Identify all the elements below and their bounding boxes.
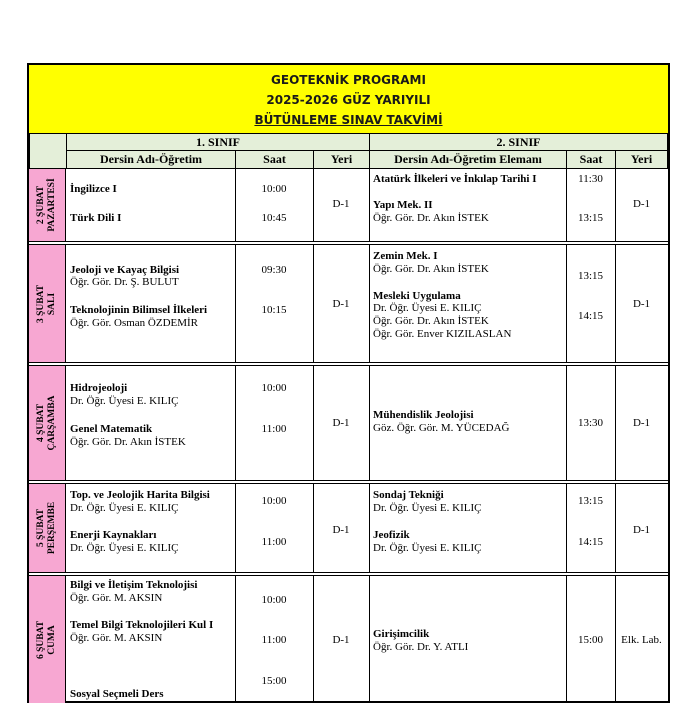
- day-row-friday: [29, 576, 668, 703]
- course-name: Atatürk İlkeleri ve İnkılap Tarihi I: [373, 173, 537, 185]
- exam-room: D-1: [332, 524, 350, 536]
- exam-time: 10:45: [261, 212, 287, 224]
- exam-time: 10:15: [261, 304, 287, 316]
- exam-room: Elk. Lab.: [621, 634, 662, 646]
- day-row-tuesday: [29, 245, 668, 366]
- instructor-name: Dr. Öğr. Üyesi E. KILIÇ: [373, 502, 482, 514]
- day-label-cell: [29, 169, 66, 241]
- course-name: Bilgi ve İletişim Teknolojisi: [70, 579, 198, 591]
- course-name: Girişimcilik: [373, 628, 430, 640]
- day-weekday: PAZARTESİ: [47, 178, 57, 232]
- day-date: 6 ŞUBAT: [36, 620, 46, 659]
- semester-title: 2025-2026 GÜZ YARIYILI: [266, 93, 431, 107]
- instructor-name: Öğr. Gör. M. AKSIN: [70, 592, 163, 604]
- instructor-name: Öğr. Gör. M. AKSIN: [70, 632, 163, 644]
- exam-time: 13:15: [577, 212, 604, 224]
- instructor-name: Dr. Öğr. Üyesi E. KILIÇ: [70, 502, 179, 514]
- course-name: İngilizce I: [70, 183, 117, 195]
- exam-time: 13:15: [577, 495, 604, 507]
- course-name: Temel Bilgi Teknolojileri Kul I: [70, 619, 214, 631]
- course-header-2: Dersin Adı-Öğretim Elemanı: [369, 150, 567, 169]
- exam-time: 15:00: [261, 675, 287, 687]
- program-title: GEOTEKNİK PROGRAMI: [271, 73, 426, 87]
- exam-room: D-1: [632, 417, 651, 429]
- class1-header: 1. SINIF: [66, 133, 370, 151]
- course-name: Hidrojeoloji: [70, 382, 128, 394]
- exam-time: 11:00: [261, 634, 287, 646]
- instructor-name: Öğr. Gör. Dr. Akın İSTEK: [70, 436, 186, 448]
- header-corner: [29, 133, 67, 169]
- exam-time: 11:30: [578, 173, 603, 185]
- course-name: Mühendislik Jeolojisi: [373, 409, 474, 421]
- course-name: Top. ve Jeolojik Harita Bilgisi: [70, 489, 210, 501]
- day-date: 4 ŞUBAT: [36, 403, 46, 443]
- time-header-1: Saat: [235, 150, 314, 169]
- day-weekday: PERŞEMBE: [47, 501, 57, 555]
- instructor-name: Öğr. Gör. Dr. Ş. BULUT: [70, 276, 179, 288]
- instructor-name: Dr. Öğr. Üyesi E. KILIÇ: [373, 302, 482, 314]
- course-name: Sondaj Tekniği: [373, 489, 444, 501]
- exam-room: D-1: [632, 524, 651, 536]
- instructor-name: Öğr. Gör. Dr. Akın İSTEK: [373, 315, 489, 327]
- place-header-2: Yeri: [615, 150, 668, 169]
- day-weekday: SALI: [47, 292, 57, 315]
- exam-time: 13:15: [577, 270, 604, 282]
- course-name: Mesleki Uygulama: [373, 290, 461, 302]
- class2-header: 2. SINIF: [369, 133, 668, 151]
- exam-room: D-1: [332, 198, 350, 210]
- instructor-name: Öğr. Gör. Osman ÖZDEMİR: [70, 317, 199, 329]
- exam-time: 10:00: [261, 183, 287, 195]
- course-name: Zemin Mek. I: [373, 250, 438, 262]
- course-name: Teknolojinin Bilimsel İlkeleri: [70, 304, 208, 316]
- course-header-1: Dersin Adı-Öğretim: [66, 150, 236, 169]
- course-name: Türk Dili I: [70, 212, 122, 224]
- day-label-cell: [29, 576, 66, 703]
- time-header-2: Saat: [566, 150, 616, 169]
- instructor-name: Öğr. Gör. Dr. Akın İSTEK: [373, 263, 489, 275]
- exam-time: 11:00: [261, 536, 287, 548]
- exam-time: 13:30: [577, 417, 604, 429]
- instructor-name: Dr. Öğr. Üyesi E. KILIÇ: [373, 542, 482, 554]
- instructor-name: Dr. Öğr. Üyesi E. KILIÇ: [70, 395, 179, 407]
- exam-time: 15:00: [577, 634, 604, 646]
- course-name: Sosyal Seçmeli Ders: [70, 688, 164, 700]
- exam-time: 14:15: [577, 536, 604, 548]
- instructor-name: Öğr. Gör. Dr. Y. ATLI: [373, 641, 469, 653]
- exam-time: 14:15: [577, 310, 604, 322]
- course-name: Yapı Mek. II: [373, 199, 433, 211]
- instructor-name: Göz. Öğr. Gör. M. YÜCEDAĞ: [373, 422, 510, 434]
- day-date: 2 ŞUBAT: [36, 185, 46, 225]
- exam-time: 10:00: [261, 594, 287, 606]
- title-banner: [29, 65, 668, 135]
- exam-room: D-1: [632, 198, 651, 210]
- day-label-cell: [29, 366, 66, 480]
- exam-room: D-1: [332, 417, 350, 429]
- day-weekday: CUMA: [47, 624, 57, 655]
- day-row-wednesday: [29, 366, 668, 484]
- exam-time: 10:00: [261, 382, 287, 394]
- course-name: Enerji Kaynakları: [70, 529, 157, 541]
- exam-time: 11:00: [261, 423, 287, 435]
- instructor-name: Dr. Öğr. Üyesi E. KILIÇ: [70, 542, 179, 554]
- day-date: 3 ŞUBAT: [36, 284, 46, 323]
- day-row-monday: [29, 169, 668, 245]
- instructor-name: Öğr. Gör. Dr. Akın İSTEK: [373, 212, 489, 224]
- exam-room: D-1: [332, 298, 350, 310]
- schedule-title: BÜTÜNLEME SINAV TAKVİMİ: [254, 113, 443, 127]
- instructor-name: Öğr. Gör. Enver KIZILASLAN: [373, 328, 512, 340]
- day-weekday: ÇARŞAMBA: [47, 395, 57, 451]
- course-name: Jeofizik: [373, 529, 410, 541]
- course-name: Jeoloji ve Kayaç Bilgisi: [70, 264, 180, 276]
- exam-schedule-table: [27, 63, 670, 703]
- day-label-cell: [29, 484, 66, 572]
- exam-time: 09:30: [261, 264, 287, 276]
- day-row-thursday: [29, 484, 668, 576]
- day-date: 5 ŞUBAT: [36, 508, 46, 548]
- day-label-cell: [29, 245, 66, 362]
- course-name: Genel Matematik: [70, 423, 153, 435]
- exam-time: 10:00: [261, 495, 287, 507]
- exam-room: D-1: [632, 298, 651, 310]
- place-header-1: Yeri: [313, 150, 370, 169]
- exam-room: D-1: [332, 634, 350, 646]
